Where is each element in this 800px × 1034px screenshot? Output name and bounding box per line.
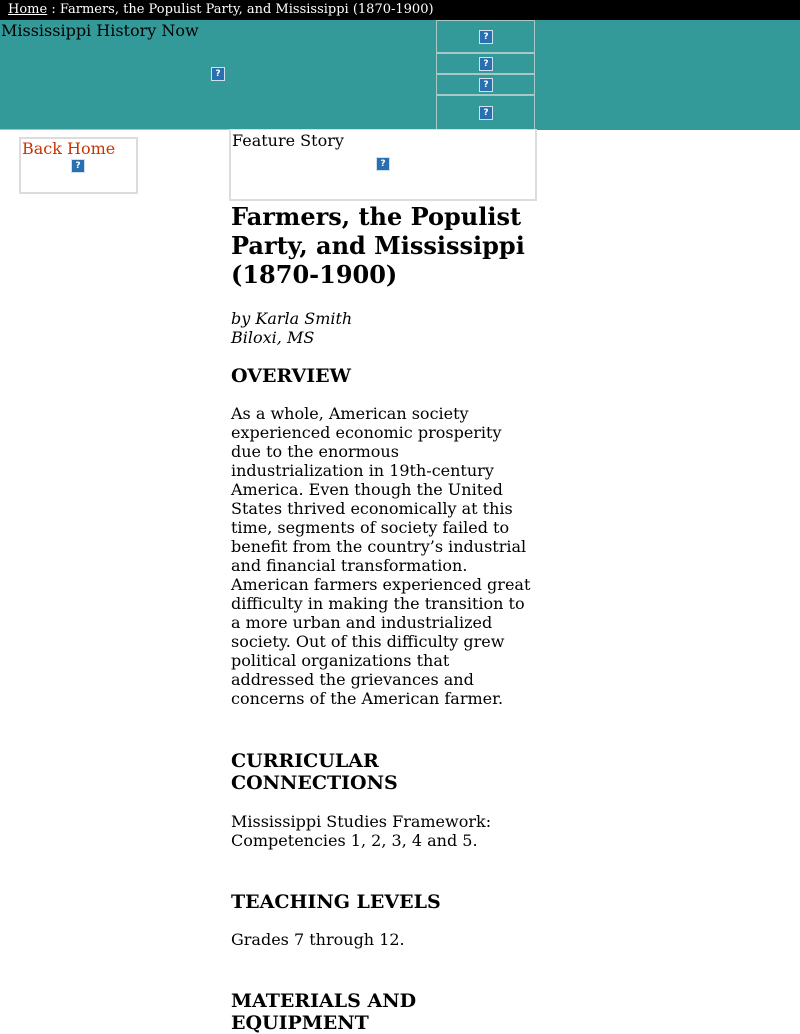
back-home-link[interactable]: Back Home <box>22 139 116 158</box>
section-body-curricular <box>231 812 535 850</box>
article-title: Farmers, the Populist Party, and Mississippi (1870-1900) <box>231 202 525 289</box>
site-header <box>0 20 800 130</box>
section-body-teaching-levels: Grades 7 through 12. <box>231 930 405 949</box>
nav-image-cell-2[interactable] <box>437 54 534 75</box>
article-location: Biloxi, MS <box>231 328 315 347</box>
nav-image-cell-4[interactable] <box>437 96 534 129</box>
broken-image-icon: ? <box>479 57 493 71</box>
site-title: Mississippi History Now <box>1 21 199 40</box>
broken-image-icon: ? <box>479 106 493 120</box>
broken-image-icon: ? <box>376 157 390 171</box>
feature-story-label: Feature Story <box>232 131 344 150</box>
section-heading-overview: OVERVIEW <box>231 365 352 387</box>
breadcrumb-separator: : <box>47 2 60 17</box>
header-banner <box>0 20 436 130</box>
broken-image-icon: ? <box>211 67 225 81</box>
broken-image-icon: ? <box>479 78 493 92</box>
article <box>231 200 535 1034</box>
curricular-line-1: Mississippi Studies Framework: <box>231 812 492 831</box>
section-heading-materials: MATERIALS AND EQUIPMENT <box>231 990 417 1034</box>
breadcrumb-bar <box>0 0 800 20</box>
section-body-overview: As a whole, American society experienced economic prosperity due to the enormous industrialization in 19th-century America. Even though the United States thrived economically at this time, segments of society failed to benefit from the country’s industrial and financial transformation. American farmers experienced great difficulty in making the transition to a more urban and industrialized society. Out of this difficulty grew political organizations that addressed the grievances and concerns of the American farmer. <box>231 404 531 708</box>
back-home-box <box>19 137 138 194</box>
section-heading-curricular: CURRICULAR CONNECTIONS <box>231 750 398 794</box>
breadcrumb-current: Farmers, the Populist Party, and Mississippi (1870-1900) <box>59 2 434 17</box>
broken-image-icon: ? <box>71 159 85 173</box>
nav-image-cell-1[interactable] <box>437 21 534 54</box>
nav-image-cell-3[interactable] <box>437 75 534 96</box>
header-nav-images <box>436 20 535 130</box>
curricular-line-2: Competencies 1, 2, 3, 4 and 5. <box>231 831 478 850</box>
feature-story-box <box>229 129 537 201</box>
article-author: by Karla Smith <box>231 309 353 328</box>
article-byline <box>231 309 535 347</box>
section-heading-teaching-levels: TEACHING LEVELS <box>231 891 441 913</box>
breadcrumb <box>0 0 800 20</box>
breadcrumb-home-link[interactable]: Home <box>8 2 48 17</box>
broken-image-icon: ? <box>479 30 493 44</box>
